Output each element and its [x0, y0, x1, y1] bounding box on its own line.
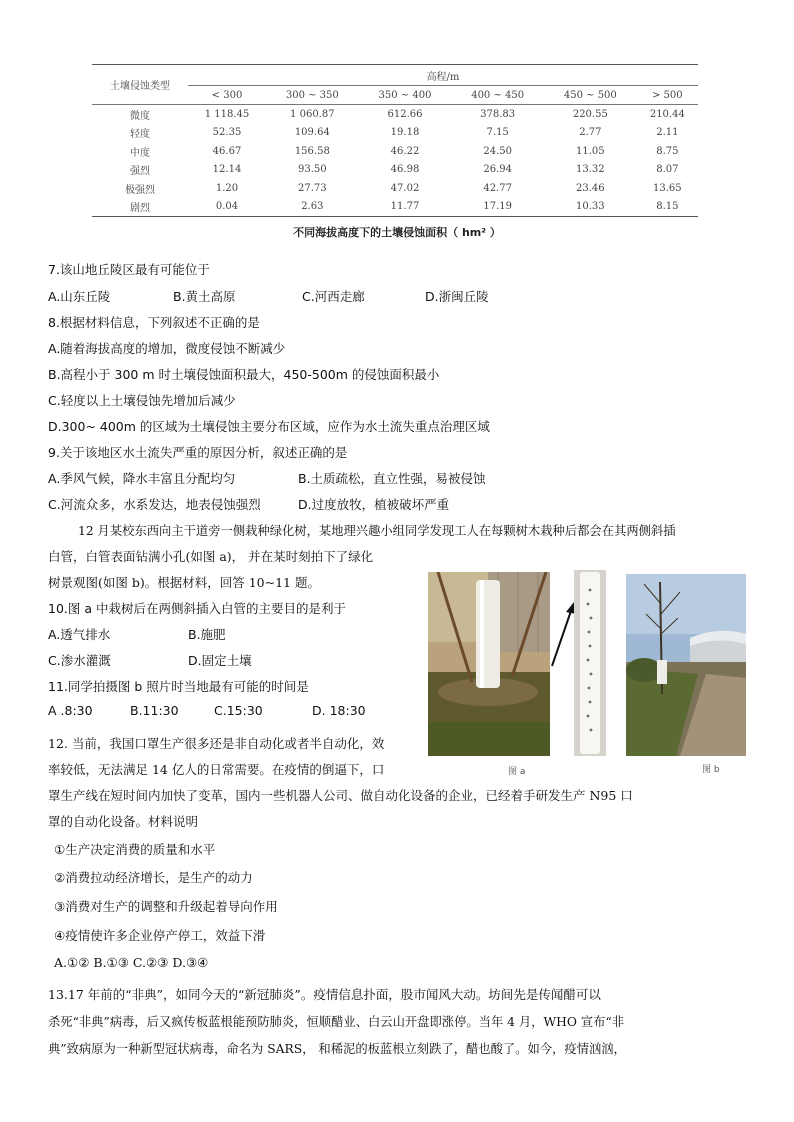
q11-stem: 11.同学拍摄图 b 照片时当地最有可能的时间是	[48, 679, 309, 694]
cell: 2.77	[579, 127, 602, 139]
table-row	[92, 105, 698, 124]
col-header: 450 ~ 500	[544, 86, 637, 105]
q11-option-a: A .8:30	[48, 703, 93, 718]
cell: 17.19	[451, 198, 544, 217]
q7-option-d: D.浙闽丘陵	[425, 289, 489, 304]
row-type: 剧烈	[92, 198, 188, 217]
q9-option-a: A.季风气候，降水丰富且分配均匀	[48, 471, 236, 486]
q12-line-3: 罩生产线在短时间内加快了变革，国内一些机器人公司、做自动化设备的企业，已经着手研发生产 N95 口	[48, 788, 633, 803]
q8-option-d: D.300~ 400m 的区域为土壤侵蚀主要分布区域，应作为水土流失重点治理区域	[48, 419, 490, 434]
table-row	[92, 179, 698, 198]
q13-line-3: 典”致病原为一种新型冠状病毒，命名为 SARS， 和稀泥的板蓝根立刻跌了，醋也酸了。如今，疫情汹汹，	[48, 1042, 626, 1056]
q8-option-b: B.高程小于 300 m 时土壤侵蚀面积最大，450-500m 的侵蚀面积最小	[48, 367, 440, 382]
table-row	[92, 142, 698, 161]
row-type: 中度	[130, 147, 150, 159]
cell: 0.04	[188, 198, 266, 217]
q12-item-4: ④疫情使许多企业停产停工，效益下滑	[54, 928, 266, 943]
col-header: 400 ~ 450	[451, 86, 544, 105]
q10-option-d: D.固定土壤	[188, 653, 252, 668]
cell: 612.66	[387, 108, 423, 120]
cell: 11.05	[576, 145, 605, 157]
figure-b-label: 图 b	[702, 765, 720, 775]
passage-line-3: 树景观图(如图 b)。根据材料，回答 10~11 题。	[48, 575, 320, 590]
cell: 13.32	[576, 164, 605, 176]
q13-line-1: 13.17 年前的“非典”，如同今天的“新冠肺炎”。疫情信息扑面，股市闻风大动。坊间先是传闻醋可以	[48, 987, 601, 1002]
q10-option-a: A.透气排水	[48, 627, 111, 642]
q10-stem: 10.图 a 中栽树后在两侧斜插入白管的主要目的是利于	[48, 601, 346, 616]
figure-a-photo	[428, 572, 550, 756]
cell: 220.55	[572, 108, 608, 120]
cell: 47.02	[390, 182, 420, 194]
cell: 10.33	[544, 198, 637, 217]
table-row	[92, 124, 698, 143]
q7-option-c: C.河西走廊	[302, 289, 365, 304]
cell: 52.35	[212, 127, 242, 139]
passage-line-1: 12 月某校东西向主干道旁一侧栽种绿化树，某地理兴趣小组同学发现工人在每颗树木栽种后都会在其两侧斜插	[78, 524, 676, 538]
cell: 19.18	[390, 127, 420, 139]
row-type: 轻度	[130, 129, 150, 141]
q7-option-b: B.黄土高原	[173, 289, 236, 304]
q8-stem: 8.根据材料信息，下列叙述不正确的是	[48, 315, 260, 330]
table-caption: 不同海拔高度下的土壤侵蚀面积（ hm² ）	[293, 226, 501, 239]
row-header: 土壤侵蚀类型	[92, 65, 188, 105]
cell: 8.15	[637, 198, 698, 217]
q11-option-b: B.11:30	[130, 703, 179, 718]
figure-b-photo	[626, 574, 746, 756]
cell: 1 118.45	[204, 108, 250, 120]
cell: 8.75	[656, 145, 679, 157]
q9-option-c: C.河流众多，水系发达，地表侵蚀强烈	[48, 497, 261, 512]
q12-item-2: ②消费拉动经济增长，是生产的动力	[54, 870, 253, 885]
q12-item-1: ①生产决定消费的质量和水平	[54, 842, 216, 857]
cell: 1.20	[215, 182, 239, 194]
q11-option-d: D. 18:30	[312, 703, 366, 718]
q9-option-d: D.过度放牧，植被破坏严重	[298, 497, 450, 512]
q12-line-1: 12. 当前，我国口罩生产很多还是非自动化或者半自动化，效	[48, 736, 385, 751]
row-type: 极强烈	[125, 184, 155, 196]
q9-stem: 9.关于该地区水土流失严重的原因分析，叙述正确的是	[48, 445, 348, 460]
q8-option-c: C.轻度以上土壤侵蚀先增加后减少	[48, 393, 236, 408]
q10-option-c: C.渗水灌溉	[48, 653, 111, 668]
cell: 26.94	[483, 164, 512, 176]
passage-line-2: 白管，白管表面钻满小孔(如图 a)， 并在某时刻拍下了绿化	[48, 549, 374, 564]
q7-option-a: A.山东丘陵	[48, 289, 111, 304]
cell: 23.46	[576, 182, 605, 194]
cell: 210.44	[649, 108, 685, 120]
figure-a-label: 图 a	[508, 767, 526, 777]
q7-stem: 7.该山地丘陵区最有可能位于	[48, 262, 210, 277]
cell: 156.58	[294, 145, 330, 157]
cell: 7.15	[486, 127, 509, 139]
q12-item-3: ③消费对生产的调整和升级起着导向作用	[54, 899, 278, 914]
cell: 24.50	[483, 145, 512, 157]
cell: 93.50	[298, 164, 327, 176]
cell: 11.77	[359, 198, 452, 217]
cell: 2.63	[266, 198, 359, 217]
cell: 46.98	[390, 164, 420, 176]
soil-erosion-table-wrap	[92, 64, 698, 217]
table-row	[92, 198, 698, 217]
q9-option-b: B.土质疏松，直立性强，易被侵蚀	[298, 471, 486, 486]
col-header: < 300	[188, 86, 266, 105]
table-row	[92, 161, 698, 180]
cell: 378.83	[480, 108, 516, 120]
q12-line-4: 罩的自动化设备。材料说明	[48, 814, 199, 829]
elevation-header: 高程/m	[188, 65, 698, 86]
q12-options: A.①② B.①③ C.②③ D.③④	[54, 955, 209, 970]
cell: 27.73	[298, 182, 327, 194]
q13-line-2: 杀死“非典”病毒，后又疯传板蓝根能预防肺炎，恒顺醋业、白云山开盘即涨停。当年 4 月，WHO 宣布“非	[48, 1015, 625, 1029]
cell: 109.64	[294, 127, 330, 139]
row-type: 强烈	[130, 166, 150, 178]
row-type: 微度	[130, 110, 150, 122]
cell: 1 060.87	[290, 108, 335, 120]
q10-option-b: B.施肥	[188, 627, 226, 642]
q12-line-2: 率较低，无法满足 14 亿人的日常需要。在疫情的倒逼下，口	[48, 762, 385, 777]
cell: 12.14	[212, 164, 242, 176]
cell: 13.65	[653, 182, 682, 194]
col-header: 300 ~ 350	[266, 86, 359, 105]
cell: 2.11	[656, 127, 679, 139]
q8-option-a: A.随着海拔高度的增加，微度侵蚀不断减少	[48, 341, 286, 356]
white-pipe-photo	[574, 570, 606, 756]
q11-option-c: C.15:30	[214, 703, 263, 718]
cell: 46.22	[390, 145, 420, 157]
soil-erosion-table	[92, 64, 698, 217]
cell: 8.07	[656, 164, 679, 176]
cell: 46.67	[212, 145, 242, 157]
col-header: > 500	[637, 86, 698, 105]
col-header: 350 ~ 400	[359, 86, 452, 105]
cell: 42.77	[483, 182, 512, 194]
